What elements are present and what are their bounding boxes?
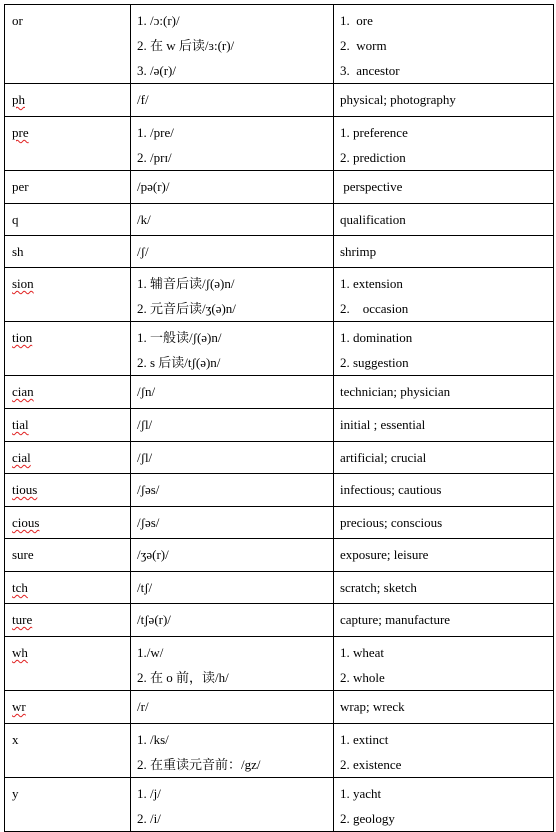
spelling-cell [5, 724, 131, 778]
spelling-cell [5, 637, 131, 691]
spelling-cell [5, 442, 131, 474]
example-text: 2. whole [340, 670, 385, 685]
sound-text: /r/ [137, 699, 149, 714]
spelling-text: tch [12, 580, 28, 595]
table-row [5, 604, 554, 637]
spelling-text: cious [12, 515, 40, 530]
example-cell [334, 117, 554, 171]
spelling-text: ph [12, 92, 25, 107]
spelling-cell [5, 84, 131, 117]
example-text: exposure; leisure [340, 547, 429, 562]
sound-text: 2. 在 w 后读/ɜ:(r)/ [137, 38, 235, 53]
sound-text: 2. /i/ [137, 811, 161, 826]
sound-text: 1. /j/ [137, 786, 161, 801]
sound-cell [131, 5, 334, 84]
sound-text: /tʃ/ [137, 580, 153, 595]
spelling-text: wh [12, 645, 28, 660]
sound-cell [131, 507, 334, 539]
sound-text: 2. 在重读元音前：/gz/ [137, 757, 261, 772]
sound-cell [131, 322, 334, 376]
spelling-cell [5, 117, 131, 171]
example-cell [334, 507, 554, 539]
spelling-text: tious [12, 482, 38, 497]
table-row [5, 474, 554, 507]
example-cell [334, 637, 554, 691]
spelling-text: ture [12, 612, 33, 627]
sound-cell [131, 171, 334, 204]
example-cell [334, 572, 554, 604]
sound-text: /ʃn/ [137, 384, 156, 399]
sound-text: /ʃəs/ [137, 515, 160, 530]
table-row [5, 778, 554, 832]
table-row [5, 268, 554, 322]
sound-text: /tʃə(r)/ [137, 612, 171, 627]
sound-cell [131, 539, 334, 572]
spelling-text: pre [12, 125, 29, 140]
spelling-cell [5, 572, 131, 604]
table-row [5, 442, 554, 474]
table-row [5, 637, 554, 691]
example-text: precious; conscious [340, 515, 443, 530]
example-text: 2. occasion [340, 301, 409, 316]
sound-cell [131, 691, 334, 724]
spelling-text: sh [12, 244, 24, 259]
example-text: infectious; cautious [340, 482, 442, 497]
spelling-cell [5, 236, 131, 268]
sound-text: /k/ [137, 212, 151, 227]
example-text: physical; photography [340, 92, 456, 107]
example-text: scratch; sketch [340, 580, 417, 595]
table-row [5, 236, 554, 268]
example-text: 1. wheat [340, 645, 385, 660]
example-cell [334, 409, 554, 442]
table-row [5, 204, 554, 236]
example-text: shrimp [340, 244, 377, 259]
sound-text: /ʃ/ [137, 244, 149, 259]
sound-cell [131, 376, 334, 409]
spelling-cell [5, 322, 131, 376]
example-cell [334, 171, 554, 204]
example-cell [334, 474, 554, 507]
spelling-cell [5, 5, 131, 84]
sound-text: /f/ [137, 92, 149, 107]
example-cell [334, 539, 554, 572]
spelling-text: x [12, 732, 19, 747]
sound-cell [131, 572, 334, 604]
spelling-text: cial [12, 450, 31, 465]
spelling-cell [5, 474, 131, 507]
example-text: perspective [340, 179, 403, 194]
example-text: artificial; crucial [340, 450, 427, 465]
spelling-text: or [12, 13, 23, 28]
example-text: 3. ancestor [340, 63, 400, 78]
spelling-text: cian [12, 384, 34, 399]
example-text: 1. yacht [340, 786, 382, 801]
sound-cell [131, 778, 334, 832]
table-row [5, 84, 554, 117]
spelling-cell [5, 507, 131, 539]
sound-text: /ʃl/ [137, 417, 153, 432]
spelling-text: q [12, 212, 19, 227]
spelling-text: wr [12, 699, 26, 714]
sound-cell [131, 409, 334, 442]
table-row [5, 117, 554, 171]
spelling-text: tial [12, 417, 29, 432]
spelling-cell [5, 204, 131, 236]
table-row [5, 5, 554, 84]
example-text: technician; physician [340, 384, 451, 399]
example-cell [334, 236, 554, 268]
spelling-cell [5, 539, 131, 572]
sound-cell [131, 442, 334, 474]
sound-text: 3. /ə(r)/ [137, 63, 176, 78]
spelling-cell [5, 376, 131, 409]
sound-cell [131, 474, 334, 507]
example-cell [334, 724, 554, 778]
table-row [5, 171, 554, 204]
example-cell [334, 691, 554, 724]
example-text: wrap; wreck [340, 699, 405, 714]
example-cell [334, 442, 554, 474]
sound-text: 1. /ks/ [137, 732, 169, 747]
spelling-cell [5, 604, 131, 637]
example-text: 1. preference [340, 125, 408, 140]
phonics-table [4, 4, 554, 832]
spelling-cell [5, 409, 131, 442]
example-text: 2. prediction [340, 150, 406, 165]
table-row [5, 409, 554, 442]
sound-text: 2. /prɪ/ [137, 150, 172, 165]
sound-text: 1. /ɔ:(r)/ [137, 13, 180, 28]
example-cell [334, 322, 554, 376]
sound-text: 1. /pre/ [137, 125, 174, 140]
example-text: 1. ore [340, 13, 373, 28]
sound-text: /ʃəs/ [137, 482, 160, 497]
example-cell [334, 268, 554, 322]
spelling-text: sion [12, 276, 34, 291]
example-text: 1. extension [340, 276, 403, 291]
sound-cell [131, 637, 334, 691]
example-text: initial ; essential [340, 417, 426, 432]
sound-text: 2. s 后读/tʃ(ə)n/ [137, 355, 221, 370]
table-row [5, 376, 554, 409]
spelling-cell [5, 171, 131, 204]
spelling-text: per [12, 179, 29, 194]
example-text: 2. existence [340, 757, 402, 772]
spelling-cell [5, 691, 131, 724]
sound-text: 1. 辅音后读/ʃ(ə)n/ [137, 276, 235, 291]
example-text: qualification [340, 212, 406, 227]
sound-text: 2. 元音后读/ʒ(ə)n/ [137, 301, 236, 316]
spelling-cell [5, 778, 131, 832]
example-text: 1. extinct [340, 732, 389, 747]
example-cell [334, 376, 554, 409]
example-text: 1. domination [340, 330, 413, 345]
phonics-table-body [5, 5, 554, 832]
example-cell [334, 604, 554, 637]
sound-cell [131, 236, 334, 268]
example-text: capture; manufacture [340, 612, 451, 627]
sound-text: 2. 在 o 前，读/h/ [137, 670, 229, 685]
example-cell [334, 5, 554, 84]
example-text: 2. suggestion [340, 355, 409, 370]
spelling-text: tion [12, 330, 33, 345]
table-row [5, 691, 554, 724]
example-cell [334, 84, 554, 117]
example-text: 2. worm [340, 38, 387, 53]
example-text: 2. geology [340, 811, 395, 826]
sound-cell [131, 268, 334, 322]
spelling-text: y [12, 786, 19, 801]
example-cell [334, 204, 554, 236]
sound-cell [131, 84, 334, 117]
sound-cell [131, 117, 334, 171]
sound-text: /pə(r)/ [137, 179, 170, 194]
table-row [5, 507, 554, 539]
spelling-cell [5, 268, 131, 322]
table-row [5, 539, 554, 572]
example-cell [334, 778, 554, 832]
table-row [5, 724, 554, 778]
sound-cell [131, 204, 334, 236]
sound-text: /ʃl/ [137, 450, 153, 465]
sound-text: 1./w/ [137, 645, 164, 660]
spelling-text: sure [12, 547, 34, 562]
sound-cell [131, 604, 334, 637]
sound-cell [131, 724, 334, 778]
sound-text: /ʒə(r)/ [137, 547, 169, 562]
table-row [5, 572, 554, 604]
table-row [5, 322, 554, 376]
sound-text: 1. 一般读/ʃ(ə)n/ [137, 330, 222, 345]
